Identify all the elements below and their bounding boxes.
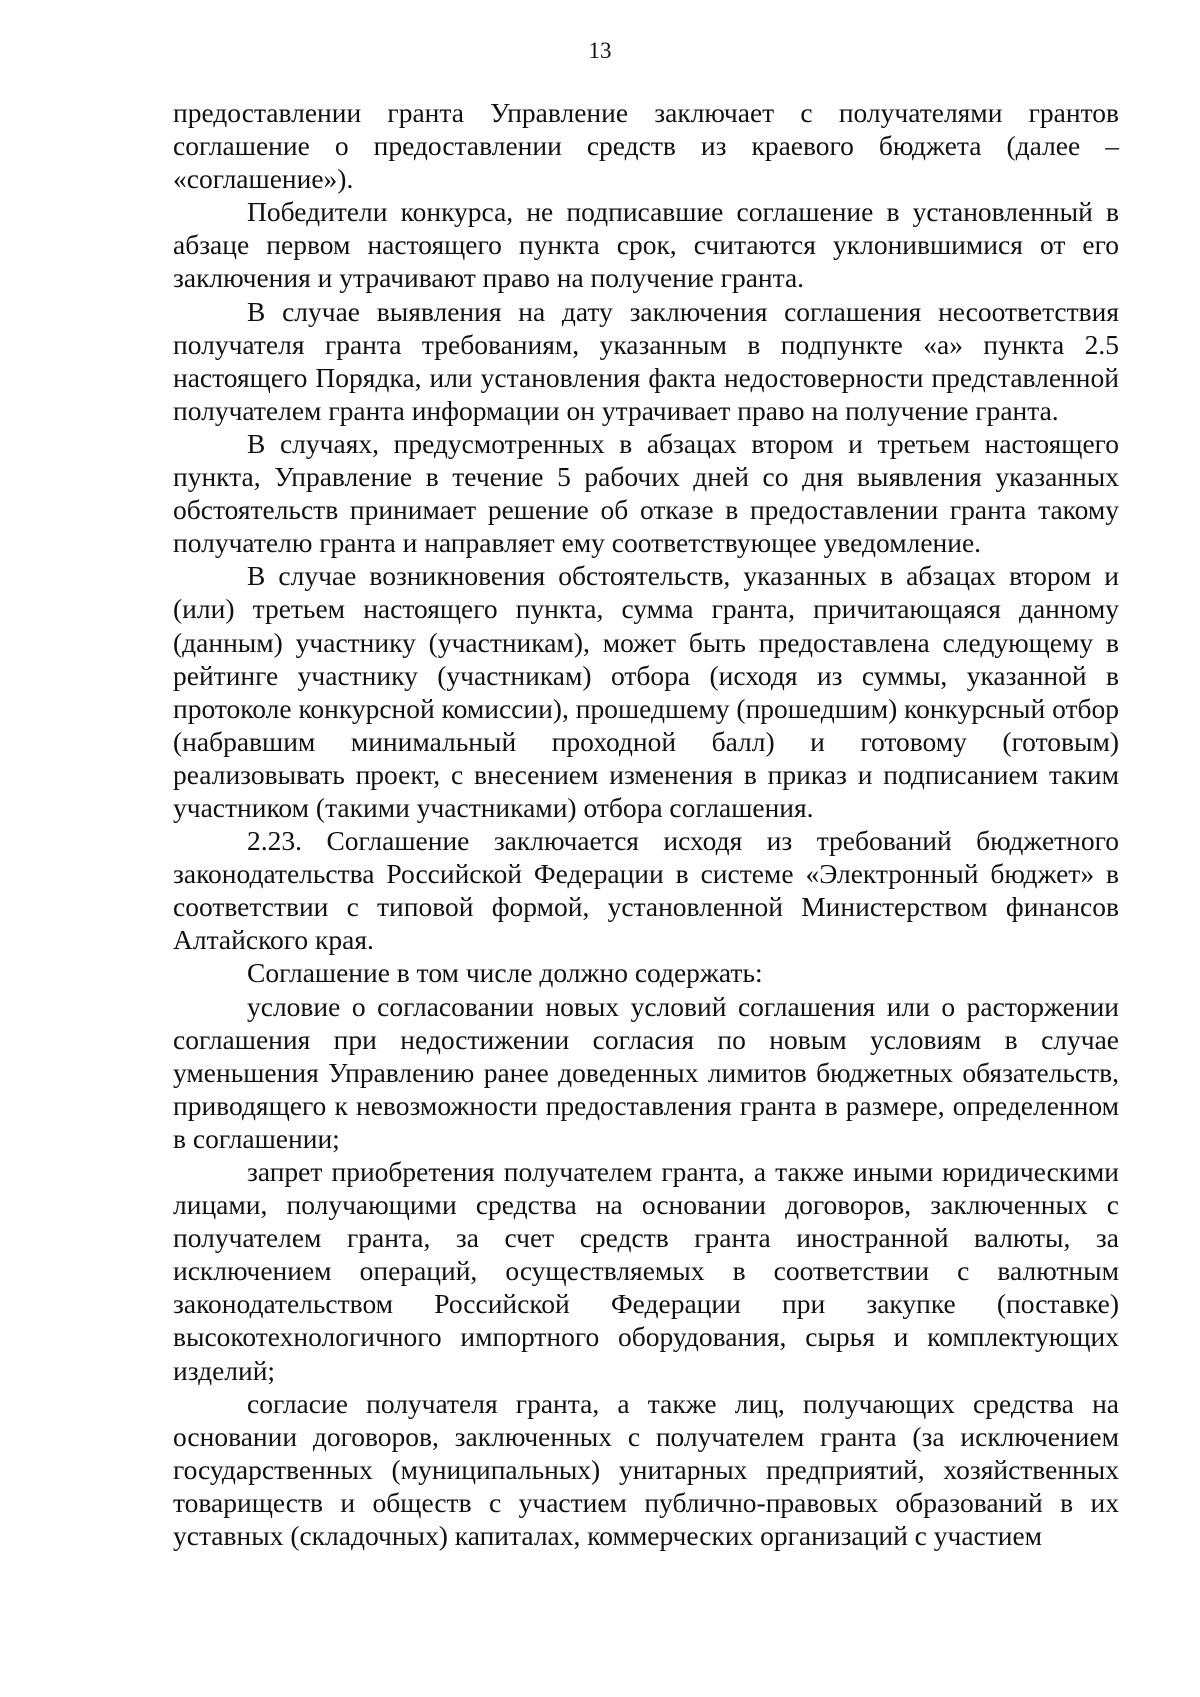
paragraph-recipient-consent: согласие получателя гранта, а также лиц, получающих средства на основании договоров, заключенных с получателем гранта (за исключением государственных (муниципальных) унитарных предприятий, хозяйственных товариществ и обществ с участием публично-правовых образований в их уставных (складочных) капиталах, коммерческих организаций с участием <box>173 1387 1119 1552</box>
paragraph-winners-not-signed: Победители конкурса, не подписавшие соглашение в установленный в абзаце первом настоящего пункта срок, считаются уклонившимися от его заключения и утрачивают право на получение гранта. <box>173 196 1119 294</box>
paragraph-agreement-contents: Соглашение в том числе должно содержать: <box>247 957 763 989</box>
page-number: 13 <box>588 38 612 63</box>
paragraph-continuation: предоставлении гранта Управление заключает с получателями грантов соглашение о предоставлении средств из краевого бюджета (далее – «соглашение»). <box>173 97 1119 195</box>
paragraph-redistribution: В случае возникновения обстоятельств, указанных в абзацах втором и (или) третьем настоящего пункта, сумма гранта, причитающаяся данному (данным) участнику (участникам), может быть предоставлена следующему в рейтинге участнику (участникам) отбора (исходя из суммы, указанной в протоколе конкурсной комиссии), прошедшему (прошедшим) конкурсный отбор (набравшим минимальный проходной балл) и готовому (готовым) реализовывать проект, с внесением изменения в приказ и подписанием таким участником (такими участниками) отбора соглашения. <box>173 560 1119 823</box>
document-body <box>173 96 1119 1552</box>
paragraph-2-23-agreement: 2.23. Соглашение заключается исходя из требований бюджетного законодательства Российской Федерации в системе «Электронный бюджет» в соответствии с типовой формой, установленной Министерством финансов Алтайского края. <box>173 825 1119 956</box>
paragraph-noncompliance: В случае выявления на дату заключения соглашения несоответствия получателя гранта требованиям, указанным в подпункте «а» пункта 2.5 настоящего Порядка, или установления факта недостоверности представленной получателем гранта информации он утрачивает право на получение гранта. <box>173 295 1119 426</box>
paragraph-refusal-decision: В случаях, предусмотренных в абзацах втором и третьем настоящего пункта, Управление в течение 5 рабочих дней со дня выявления указанных обстоятельств принимает решение об отказе в предоставлении гранта такому получателю гранта и направляет ему соответствующее уведомление. <box>173 427 1119 559</box>
paragraph-currency-ban: запрет приобретения получателем гранта, а также иными юридическими лицами, получающими средства на основании договоров, заключенных с получателем гранта, за счет средств гранта иностранной валюты, за исключением операций, осуществляемых в соответствии с валютным законодательством Российской Федерации при закупке (поставке) высокотехнологичного импортного оборудования, сырья и комплектующих изделий; <box>173 1156 1119 1386</box>
paragraph-condition-new-terms: условие о согласовании новых условий соглашения или о расторжении соглашения при недостижении согласия по новым условиям в случае уменьшения Управлению ранее доведенных лимитов бюджетных обязательств, приводящего к невозможности предоставления гранта в размере, определенном в соглашении; <box>173 990 1119 1154</box>
